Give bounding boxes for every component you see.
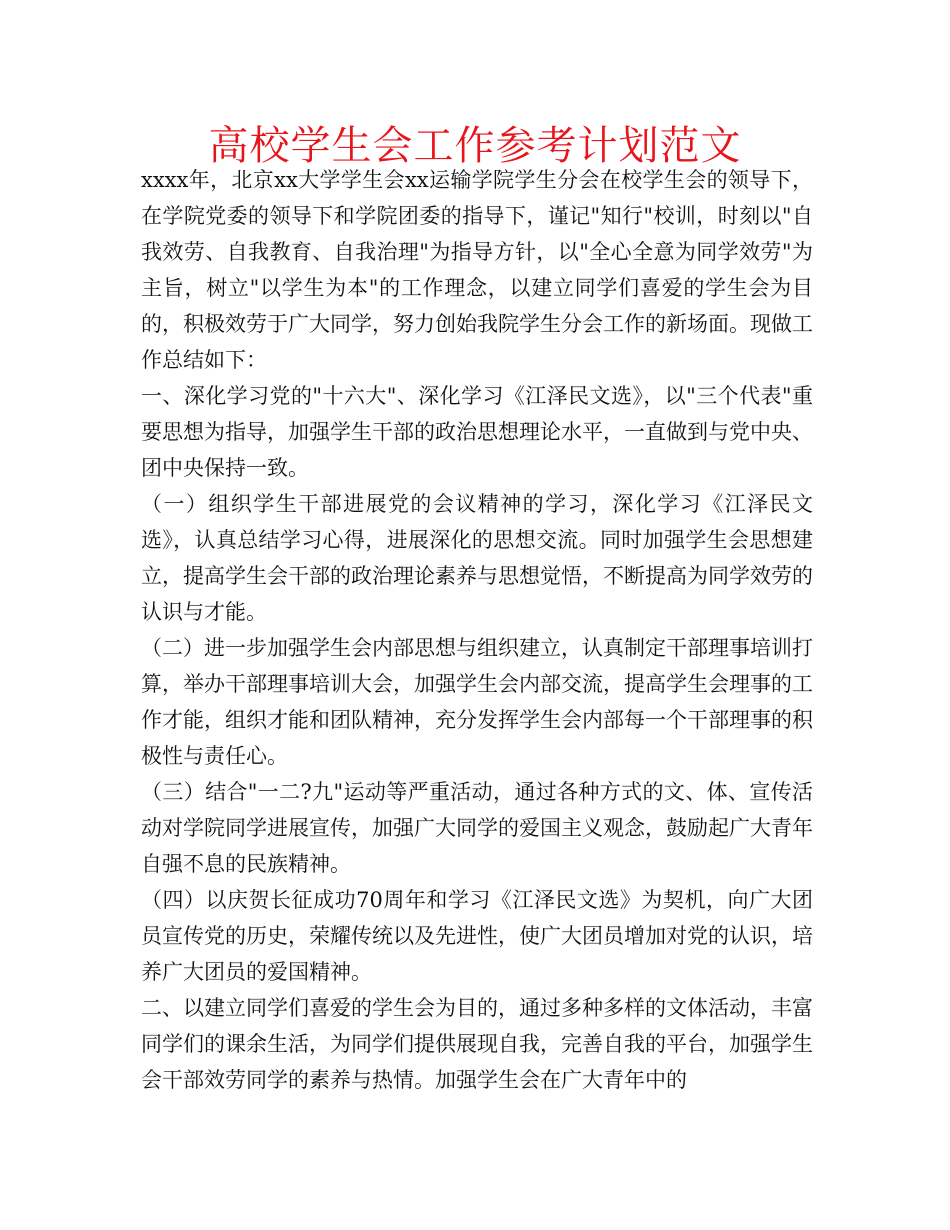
item-four-paragraph: （四）以庆贺长征成功70周年和学习《江泽民文选》为契机，向广大团员宣传党的历史，荣耀传统以及先进性，使广大团员增加对党的认识，培养广大团员的爱国精神。 xyxy=(141,888,813,984)
item-three-paragraph: （三）结合"一二?九"运动等严重活动，通过各种方式的文、体、宣传活动对学院同学进展宣传，加强广大同学的爱国主义观念，鼓励起广大青年自强不息的民族精神。 xyxy=(141,780,813,876)
section-two-paragraph: 二、以建立同学们喜爱的学生会为目的，通过多种多样的文体活动，丰富同学们的课余生活，为同学们提供展现自我，完善自我的平台，加强学生会干部效劳同学的素养与热情。加强学生会在广大青年中的 xyxy=(141,996,813,1092)
intro-paragraph: xxxx年，北京xx大学学生会xx运输学院学生分会在校学生会的领导下，在学院党委的领导下和学院团委的指导下，谨记"知行"校训，时刻以"自我效劳、自我教育、自我治理"为指导方针，以"全心全意为同学效劳"为主旨，树立"以学生为本"的工作理念，以建立同学们喜爱的学生会为目的，积极效劳于广大同学，努力创始我院学生分会工作的新场面。现做工作总结如下： xyxy=(141,168,813,372)
document-body xyxy=(141,162,813,1098)
document-title: 高校学生会工作参考计划范文 xyxy=(208,123,742,169)
section-one-heading: 一、深化学习党的"十六大"、深化学习《江泽民文选》，以"三个代表"重要思想为指导，加强学生干部的政治思想理论水平，一直做到与党中央、团中央保持一致。 xyxy=(141,384,813,480)
item-two-paragraph: （二）进一步加强学生会内部思想与组织建立，认真制定干部理事培训打算，举办干部理事培训大会，加强学生会内部交流，提高学生会理事的工作才能，组织才能和团队精神，充分发挥学生会内部每一个干部理事的积极性与责任心。 xyxy=(141,636,813,768)
item-one-paragraph: （一）组织学生干部进展党的会议精神的学习，深化学习《江泽民文选》，认真总结学习心得，进展深化的思想交流。同时加强学生会思想建立，提高学生会干部的政治理论素养与思想觉悟，不断提高为同学效劳的认识与才能。 xyxy=(141,492,813,624)
